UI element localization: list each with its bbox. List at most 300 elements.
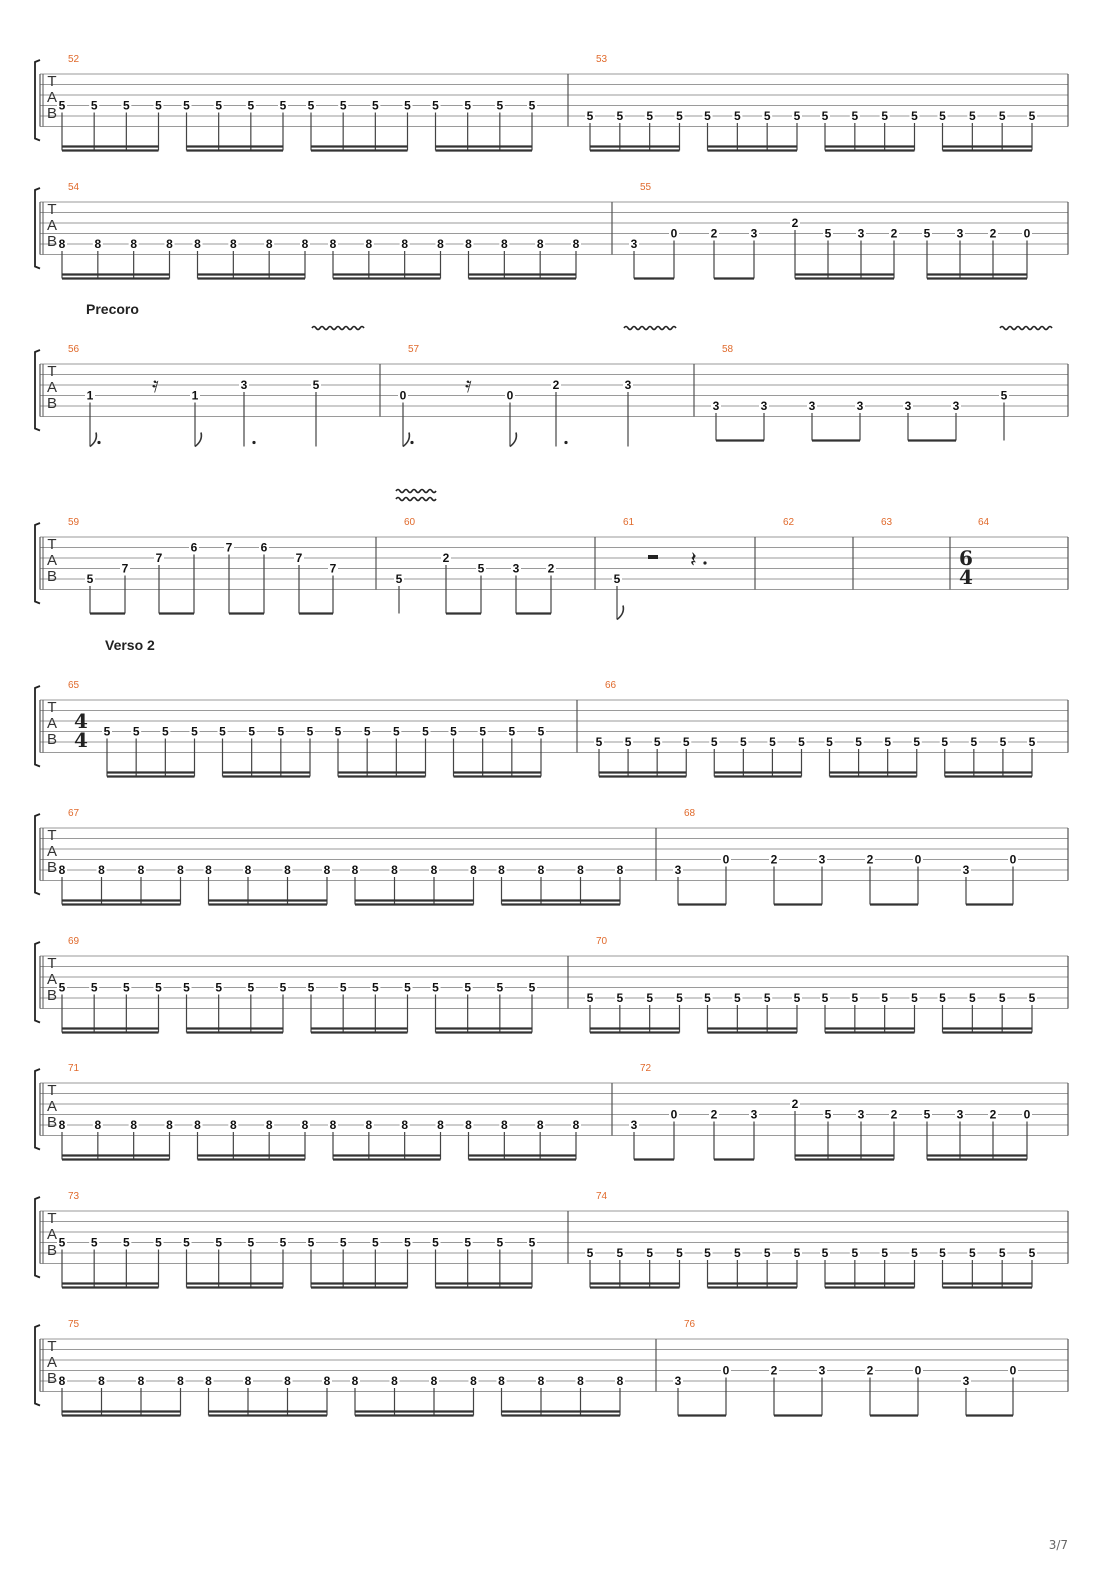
fret-number: 5 (528, 98, 536, 113)
fret-number: 5 (704, 991, 711, 1005)
fret-number: 8 (244, 1374, 252, 1388)
system-bracket (35, 814, 40, 895)
fret-number: 5 (247, 1235, 255, 1250)
sixteenth-rest: 𝄿 (152, 373, 159, 398)
fret-number: 5 (464, 1235, 472, 1250)
fret-number: 8 (500, 237, 508, 251)
fret-number: 5 (851, 991, 859, 1005)
tab-clef-letter: B (46, 233, 58, 250)
fret-number: 5 (881, 109, 889, 123)
fret-number: 5 (1028, 991, 1036, 1005)
fret-number: 8 (58, 1374, 66, 1388)
fret-number: 8 (437, 1118, 444, 1132)
fret-number: 5 (586, 991, 594, 1005)
time-signature-top: 4 (74, 709, 88, 733)
fret-number: 3 (857, 226, 865, 241)
measure-number: 68 (684, 808, 696, 819)
fret-number: 5 (704, 109, 711, 123)
fret-number: 2 (989, 226, 997, 241)
tab-clef-letter: T (47, 1082, 57, 1099)
tab-system (35, 1319, 1068, 1416)
dot (564, 441, 567, 444)
fret-number: 8 (329, 1118, 337, 1132)
fret-number: 6 (260, 540, 268, 555)
fret-number: 5 (215, 1235, 223, 1250)
fret-number: 5 (334, 724, 342, 739)
fret-number: 8 (351, 863, 359, 877)
measure-number: 69 (68, 936, 80, 947)
fret-number: 5 (479, 724, 487, 739)
fret-number: 5 (58, 98, 66, 113)
tab-clef-letter: T (47, 73, 57, 90)
tab-clef-letter: T (47, 1210, 57, 1227)
fret-number: 5 (884, 735, 892, 749)
fret-number: 0 (722, 1363, 730, 1378)
fret-number: 5 (90, 98, 98, 113)
fret-number: 3 (857, 1107, 865, 1122)
tab-clef-letter: A (46, 552, 58, 569)
fret-number: 5 (881, 1246, 889, 1260)
tab-clef-letter: A (46, 971, 58, 988)
measure-number: 58 (722, 344, 734, 355)
fret-number: 8 (229, 237, 237, 251)
note-flag (403, 433, 409, 447)
fret-number: 5 (371, 980, 379, 995)
dot (97, 441, 100, 444)
fret-number: 3 (808, 399, 816, 413)
tab-system (35, 1063, 1068, 1160)
fret-number: 8 (401, 1118, 409, 1132)
tab-clef-letter: B (46, 731, 58, 748)
fret-number: 5 (798, 735, 805, 749)
measure-number: 70 (596, 936, 608, 947)
fret-number: 5 (279, 1235, 287, 1250)
fret-number: 3 (630, 1118, 638, 1132)
fret-number: 3 (750, 1107, 758, 1122)
measure-number: 63 (881, 517, 893, 528)
fret-number: 8 (284, 863, 291, 877)
fret-number: 3 (904, 399, 912, 413)
system-bracket (35, 60, 40, 141)
fret-number: 5 (90, 1235, 98, 1250)
fret-number: 8 (94, 237, 102, 251)
measure-number: 73 (68, 1191, 80, 1202)
fret-number: 5 (528, 1235, 536, 1250)
system-bracket (35, 523, 40, 604)
fret-number: 0 (722, 852, 730, 867)
measure (881, 517, 893, 528)
fret-number: 0 (1023, 1107, 1031, 1122)
vibrato-mark (312, 327, 364, 330)
fret-number: 5 (307, 98, 315, 113)
fret-number: 5 (363, 724, 371, 739)
fret-number: 5 (911, 109, 918, 123)
fret-number: 5 (277, 724, 285, 739)
fret-number: 5 (968, 109, 976, 123)
fret-number: 3 (674, 863, 682, 877)
fret-number: 5 (733, 991, 741, 1005)
fret-number: 5 (733, 109, 741, 123)
tab-clef-letter: T (47, 536, 57, 553)
system-bracket (35, 942, 40, 1023)
measure-number: 55 (640, 182, 652, 193)
fret-number: 5 (1028, 109, 1036, 123)
fret-number: 5 (450, 724, 457, 739)
fret-number: 5 (824, 226, 832, 241)
fret-number: 8 (94, 1118, 102, 1132)
fret-number: 8 (401, 237, 409, 251)
system-bracket (35, 350, 40, 431)
fret-number: 3 (962, 863, 970, 877)
fret-number: 5 (624, 735, 632, 749)
fret-number: 8 (301, 237, 309, 251)
vibrato-mark (396, 498, 436, 501)
fret-number: 0 (670, 1107, 678, 1122)
fret-number: 5 (371, 98, 379, 113)
tab-system (35, 1191, 1068, 1288)
fret-number: 3 (952, 399, 960, 413)
fret-number: 8 (194, 237, 201, 251)
tab-clef-letter: T (47, 1338, 57, 1355)
fret-number: 8 (98, 863, 105, 877)
fret-number: 3 (760, 399, 768, 413)
fret-number: 5 (339, 98, 347, 113)
measure-number: 74 (596, 1191, 608, 1202)
dot (252, 441, 255, 444)
fret-number: 5 (970, 735, 978, 749)
fret-number: 8 (430, 1374, 438, 1388)
fret-number: 5 (155, 980, 162, 995)
fret-number: 5 (183, 98, 190, 113)
fret-number: 5 (824, 1107, 832, 1122)
fret-number: 5 (279, 980, 287, 995)
measure (68, 517, 338, 614)
fret-number: 5 (477, 561, 485, 576)
tab-clef-letter: T (47, 363, 57, 380)
fret-number: 3 (856, 399, 864, 413)
fret-number: 2 (552, 378, 560, 392)
fret-number: 5 (392, 724, 400, 739)
measure (959, 517, 990, 589)
measure (629, 182, 1032, 279)
fret-number: 1 (191, 388, 199, 403)
fret-number: 8 (130, 1118, 138, 1132)
fret-number: 5 (103, 724, 111, 739)
note-flag (195, 433, 201, 447)
fret-number: 0 (914, 852, 922, 867)
measure (394, 490, 556, 614)
fret-number: 2 (770, 1363, 778, 1378)
fret-number: 5 (496, 980, 504, 995)
fret-number: 3 (674, 1374, 682, 1388)
tab-system (35, 182, 1068, 279)
fret-number: 5 (528, 980, 536, 995)
fret-number: 8 (265, 237, 273, 251)
tab-clef-letter: A (46, 843, 58, 860)
fret-number: 5 (763, 1246, 771, 1260)
fret-number: 5 (616, 991, 624, 1005)
tab-clef-letter: B (46, 1114, 58, 1131)
measure-number: 61 (623, 517, 635, 528)
fret-number: 5 (247, 980, 255, 995)
fret-number: 5 (923, 1107, 931, 1122)
measure (585, 1191, 1037, 1288)
fret-number: 8 (577, 863, 584, 877)
fret-number: 8 (572, 1118, 580, 1132)
fret-number: 0 (670, 226, 678, 241)
fret-number: 3 (624, 378, 632, 392)
measure (711, 327, 1052, 441)
tab-system (35, 637, 1068, 777)
fret-number: 8 (391, 1374, 398, 1388)
measure (783, 517, 795, 528)
fret-number: 8 (323, 863, 331, 877)
fret-number: 3 (712, 399, 720, 413)
fret-number: 8 (365, 237, 373, 251)
fret-number: 5 (793, 1246, 801, 1260)
fret-number: 8 (465, 237, 472, 251)
fret-number: 5 (183, 1235, 190, 1250)
fret-number: 5 (733, 1246, 741, 1260)
fret-number: 2 (791, 1097, 799, 1111)
measure (585, 54, 1037, 151)
fret-number: 3 (956, 1107, 964, 1122)
fret-number: 7 (225, 540, 233, 555)
fret-number: 5 (132, 724, 140, 739)
fret-number: 5 (676, 109, 683, 123)
measure (594, 680, 1037, 777)
quarter-rest: 𝄽 (690, 548, 697, 573)
fret-number: 5 (537, 724, 545, 739)
tab-clef-letter: A (46, 379, 58, 396)
fret-number: 8 (572, 237, 580, 251)
fret-number: 5 (881, 991, 889, 1005)
system-bracket (35, 1197, 40, 1278)
fret-number: 8 (329, 237, 337, 251)
time-signature-bottom: 4 (74, 728, 88, 752)
fret-number: 5 (215, 980, 223, 995)
fret-number: 8 (137, 1374, 145, 1388)
fret-number: 0 (1009, 852, 1017, 867)
fret-number: 5 (191, 724, 198, 739)
half-rest (648, 555, 658, 559)
fret-number: 5 (58, 980, 66, 995)
fret-number: 5 (219, 724, 226, 739)
section-label: Precoro (86, 301, 139, 317)
tab-system (35, 490, 1068, 620)
fret-number: 5 (58, 1235, 66, 1250)
measure (68, 327, 364, 447)
tab-clef-letter: B (46, 105, 58, 122)
time-signature-top: 6 (959, 546, 973, 570)
fret-number: 6 (190, 540, 198, 555)
fret-number: 0 (1023, 226, 1031, 241)
measure (57, 936, 537, 1033)
tab-clef-letter: B (46, 568, 58, 585)
fret-number: 5 (793, 109, 801, 123)
fret-number: 5 (586, 109, 594, 123)
measure (673, 808, 1018, 905)
fret-number: 7 (329, 561, 337, 576)
fret-number: 8 (500, 1118, 508, 1132)
fret-number: 5 (312, 378, 320, 392)
fret-number: 5 (682, 735, 690, 749)
fret-number: 5 (793, 991, 801, 1005)
fret-number: 3 (818, 852, 826, 867)
fret-number: 8 (616, 1374, 624, 1388)
fret-number: 5 (122, 980, 130, 995)
dot (410, 441, 413, 444)
fret-number: 8 (284, 1374, 291, 1388)
fret-number: 5 (821, 1246, 829, 1260)
fret-number: 2 (866, 852, 874, 867)
measure-number: 67 (68, 808, 80, 819)
measure-number: 75 (68, 1319, 80, 1330)
fret-number: 2 (890, 1107, 898, 1122)
fret-number: 5 (676, 991, 683, 1005)
fret-number: 8 (98, 1374, 105, 1388)
fret-number: 5 (855, 735, 862, 749)
vibrato-mark (1000, 327, 1052, 330)
measure (57, 1063, 581, 1160)
tab-clef-letter: T (47, 955, 57, 972)
tab-clef-letter: A (46, 1354, 58, 1371)
tab-system (35, 936, 1068, 1033)
fret-number: 3 (818, 1363, 826, 1378)
fret-number: 8 (166, 237, 173, 251)
vibrato-mark (624, 327, 676, 330)
fret-number: 8 (536, 1118, 544, 1132)
measure-number: 62 (783, 517, 795, 528)
fret-number: 2 (770, 852, 778, 867)
fret-number: 5 (339, 980, 347, 995)
measure (673, 1319, 1018, 1416)
fret-number: 8 (537, 1374, 545, 1388)
fret-number: 5 (821, 991, 829, 1005)
fret-number: 7 (121, 561, 129, 576)
fret-number: 5 (404, 98, 411, 113)
fret-number: 8 (365, 1118, 373, 1132)
fret-number: 5 (1028, 1246, 1036, 1260)
tab-clef-letter: B (46, 1370, 58, 1387)
vibrato-mark (396, 490, 436, 493)
fret-number: 5 (763, 991, 771, 1005)
measure-number: 72 (640, 1063, 652, 1074)
fret-number: 8 (194, 1118, 201, 1132)
fret-number: 2 (890, 226, 898, 241)
system-bracket (35, 188, 40, 269)
fret-number: 5 (215, 98, 223, 113)
tab-clef-letter: A (46, 715, 58, 732)
fret-number: 5 (998, 109, 1006, 123)
fret-number: 8 (351, 1374, 359, 1388)
fret-number: 5 (248, 724, 256, 739)
fret-number: 2 (710, 1107, 718, 1122)
fret-number: 5 (826, 735, 833, 749)
system-bracket (35, 1069, 40, 1150)
note-flag (617, 606, 623, 620)
tab-clef-letter: T (47, 201, 57, 218)
fret-number: 8 (205, 1374, 212, 1388)
fret-number: 5 (911, 991, 918, 1005)
fret-number: 5 (432, 98, 439, 113)
fret-number: 5 (851, 109, 859, 123)
fret-number: 8 (58, 237, 66, 251)
fret-number: 8 (137, 863, 145, 877)
fret-number: 5 (913, 735, 921, 749)
fret-number: 5 (404, 1235, 411, 1250)
fret-number: 3 (750, 226, 758, 241)
measure-number: 56 (68, 344, 80, 355)
fret-number: 5 (941, 735, 949, 749)
measure (398, 327, 676, 447)
fret-number: 8 (58, 1118, 66, 1132)
fret-number: 2 (547, 561, 555, 576)
fret-number: 5 (923, 226, 931, 241)
fret-number: 5 (616, 1246, 624, 1260)
fret-number: 3 (512, 561, 520, 576)
measure-number: 76 (684, 1319, 696, 1330)
tab-system (35, 301, 1068, 447)
dot (703, 561, 706, 564)
measure-number: 53 (596, 54, 608, 65)
fret-number: 2 (866, 1363, 874, 1378)
fret-number: 8 (430, 863, 438, 877)
fret-number: 5 (307, 980, 315, 995)
fret-number: 8 (498, 1374, 505, 1388)
fret-number: 5 (1000, 388, 1008, 403)
fret-number: 8 (177, 863, 184, 877)
measure-number: 60 (404, 517, 416, 528)
fret-number: 3 (630, 237, 638, 251)
fret-number: 5 (653, 735, 661, 749)
fret-number: 5 (464, 980, 472, 995)
fret-number: 3 (962, 1374, 970, 1388)
tab-clef-letter: B (46, 859, 58, 876)
fret-number: 0 (506, 388, 514, 403)
fret-number: 8 (537, 863, 545, 877)
system-bracket (35, 686, 40, 767)
fret-number: 5 (395, 572, 403, 586)
measure (57, 1191, 537, 1288)
fret-number: 5 (710, 735, 718, 749)
fret-number: 5 (371, 1235, 379, 1250)
fret-number: 8 (616, 863, 624, 877)
fret-number: 8 (498, 863, 505, 877)
fret-number: 5 (464, 98, 472, 113)
measure (57, 808, 625, 905)
measure (57, 182, 581, 279)
tab-clef-letter: B (46, 395, 58, 412)
fret-number: 5 (496, 1235, 504, 1250)
tab-clef-letter: B (46, 987, 58, 1004)
fret-number: 5 (432, 1235, 439, 1250)
fret-number: 7 (295, 551, 303, 565)
tab-clef-letter: B (46, 1242, 58, 1259)
fret-number: 5 (968, 991, 976, 1005)
fret-number: 5 (939, 1246, 946, 1260)
fret-number: 2 (442, 551, 450, 565)
fret-number: 8 (229, 1118, 237, 1132)
fret-number: 5 (122, 98, 130, 113)
fret-number: 5 (307, 1235, 315, 1250)
fret-number: 5 (676, 1246, 683, 1260)
tab-clef-letter: A (46, 217, 58, 234)
fret-number: 8 (323, 1374, 331, 1388)
fret-number: 0 (399, 388, 407, 403)
fret-number: 5 (404, 980, 411, 995)
fret-number: 8 (301, 1118, 309, 1132)
